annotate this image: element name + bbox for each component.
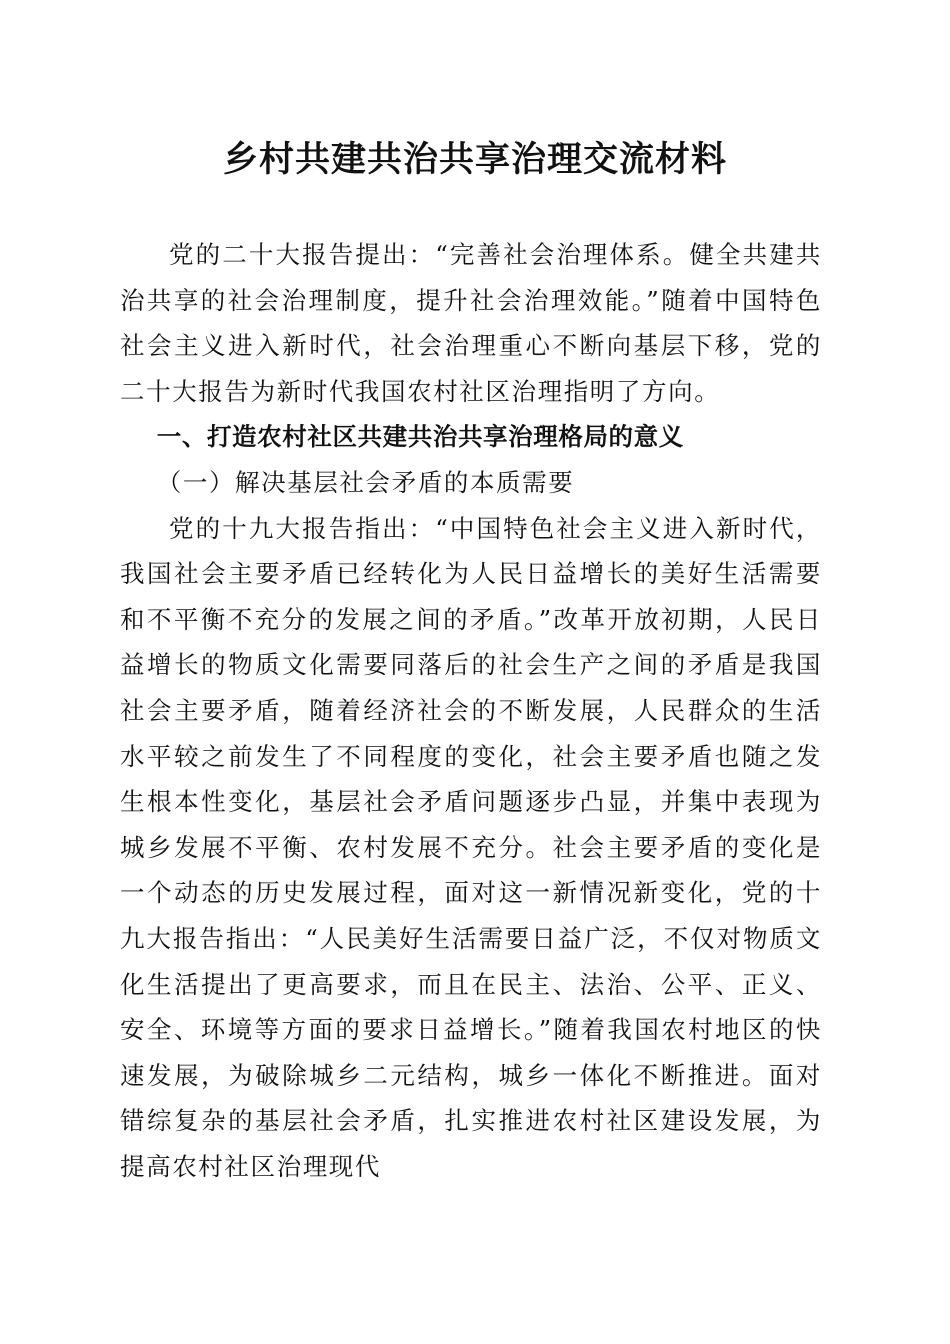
document-title: 乡村共建共治共享治理交流材料 (222, 139, 727, 180)
subsection-heading-1: （一）解决基层社会矛盾的本质需要 (156, 467, 575, 497)
document-body (120, 232, 822, 1189)
body-paragraph-1: 党的十九大报告指出：“中国特色社会主义进入新时代，我国社会主要矛盾已经转化为人民日益增长的美好生活需要和不平衡不充分的发展之间的矛盾。”改革开放初期，人民日益增长的物质文化需要同落后的社会生产之间的矛盾是我国社会主要矛盾，随着经济社会的不断发展，人民群众的生活水平较之前发生了不同程度的变化，社会主要矛盾也随之发生根本性变化，基层社会矛盾问题逐步凸显，并集中表现为城乡发展不平衡、农村发展不充分。社会主要矛盾的变化是一个动态的历史发展过程，面对这一新情况新变化，党的十九大报告指出：“人民美好生活需要日益广泛，不仅对物质文化生活提出了更高要求，而且在民主、法治、公平、正义、安全、环境等方面的要求日益增长。”随着我国农村地区的快速发展，为破除城乡二元结构，城乡一体化不断推进。面对错综复杂的基层社会矛盾，扎实推进农村社区建设发展，为提高农村社区治理现代 (120, 513, 822, 1181)
section-heading-1: 一、打造农村社区共建共治共享治理格局的意义 (156, 422, 684, 452)
intro-paragraph: 党的二十大报告提出：“完善社会治理体系。健全共建共治共享的社会治理制度，提升社会治理效能。”随着中国特色社会主义进入新时代，社会治理重心不断向基层下移，党的二十大报告为新时代我国农村社区治理指明了方向。 (120, 240, 822, 406)
